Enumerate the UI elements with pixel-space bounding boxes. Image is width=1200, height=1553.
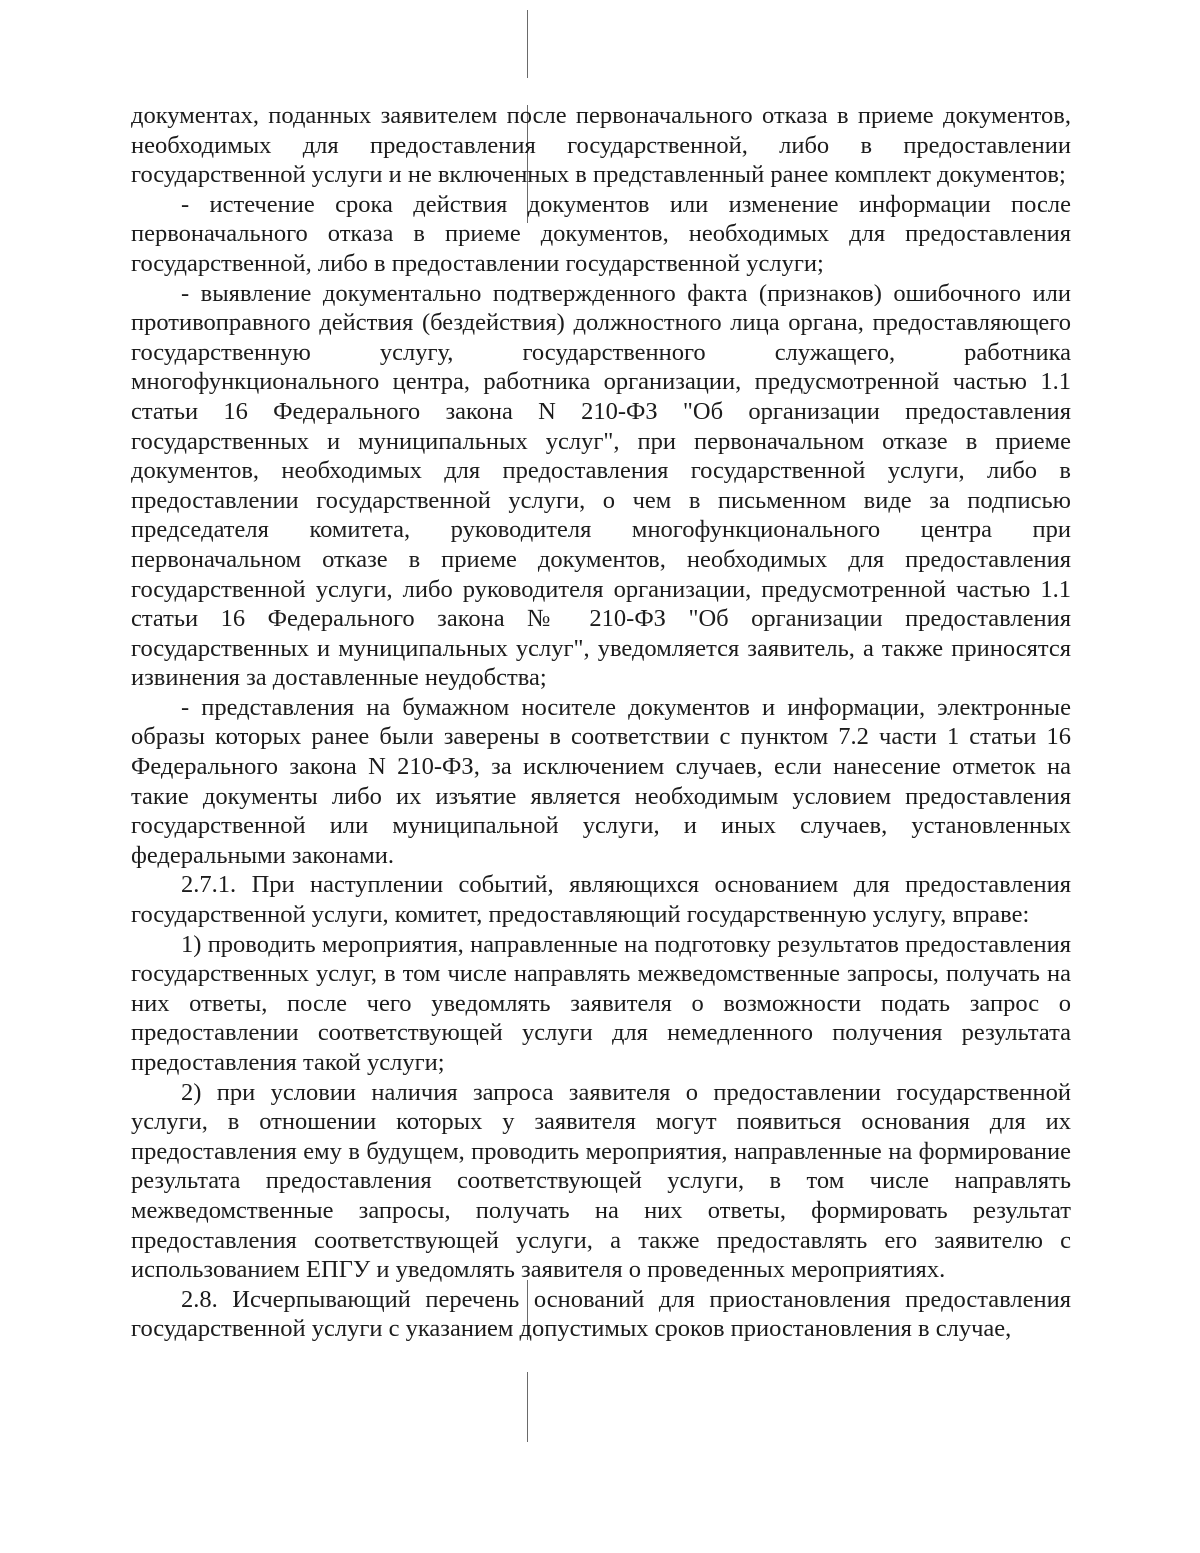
paragraph: 1) проводить мероприятия, направленные на подготовку результатов предоставления государственных услуг, в том числе направлять межведомственные запросы, получать на них ответы, после чего уведомлять заявителя о возможности подать запрос о предоставлении соответствующей услуги для немедленного получения результата предоставления такой услуги; (131, 930, 1071, 1076)
paragraph: - выявление документально подтвержденного факта (признаков) ошибочного или противоправного действия (бездействия) должностного лица органа, предоставляющего государственную услугу, государственного служащего, работника многофункционального центра, работника организации, предусмотренной частью 1.1 статьи 16 Федерального закона N 210-ФЗ "Об организации предоставления государственных и муниципальных услуг", при первоначальном отказе в приеме документов, необходимых для предоставления государственной услуги, либо в предоставлении государственной услуги, о чем в письменном виде за подписью председателя комитета, руководителя многофункционального центра при первоначальном отказе в приеме документов, необходимых для предоставления государственной услуги, либо руководителя организации, предусмотренной частью 1.1 статьи 16 Федерального закона № 210-ФЗ "Об организации предоставления государственных и муниципальных услуг", уведомляется заявитель, а также приносятся извинения за доставленные неудобства; (131, 279, 1071, 692)
document-body (131, 101, 1071, 1344)
paragraph: 2) при условии наличия запроса заявителя о предоставлении государственной услуги, в отношении которых у заявителя могут появиться основания для их предоставления ему в будущем, проводить мероприятия, направленные на формирование результата предоставления соответствующей услуги, в том числе направлять межведомственные запросы, получать на них ответы, формировать результат предоставления соответствующей услуги, а также предоставлять его заявителю с использованием ЕПГУ и уведомлять заявителя о проведенных мероприятиях. (131, 1078, 1071, 1284)
paragraph: документах, поданных заявителем после первоначального отказа в приеме документов, необходимых для предоставления государственной, либо в предоставлении государственной услуги и не включенных в представленный ранее комплект документов; (131, 102, 1071, 189)
scan-fold-line (527, 1372, 528, 1442)
scan-fold-line (527, 10, 528, 78)
paragraph: 2.7.1. При наступлении событий, являющихся основанием для предоставления государственной услуги, комитет, предоставляющий государственную услугу, вправе: (131, 871, 1071, 929)
paragraph: 2.8. Исчерпывающий перечень оснований для приостановления предоставления государственной услуги с указанием допустимых сроков приостановления в случае, (131, 1285, 1071, 1343)
paragraph: - истечение срока действия документов или изменение информации после первоначального отказа в приеме документов, необходимых для предоставления государственной, либо в предоставлении государственной услуги; (131, 190, 1071, 277)
paragraph: - представления на бумажном носителе документов и информации, электронные образы которых ранее были заверены в соответствии с пунктом 7.2 части 1 статьи 16 Федерального закона N 210-ФЗ, за исключением случаев, если нанесение отметок на такие документы либо их изъятие является необходимым условием предоставления государственной или муниципальной услуги, и иных случаев, установленных федеральными законами. (131, 693, 1071, 869)
